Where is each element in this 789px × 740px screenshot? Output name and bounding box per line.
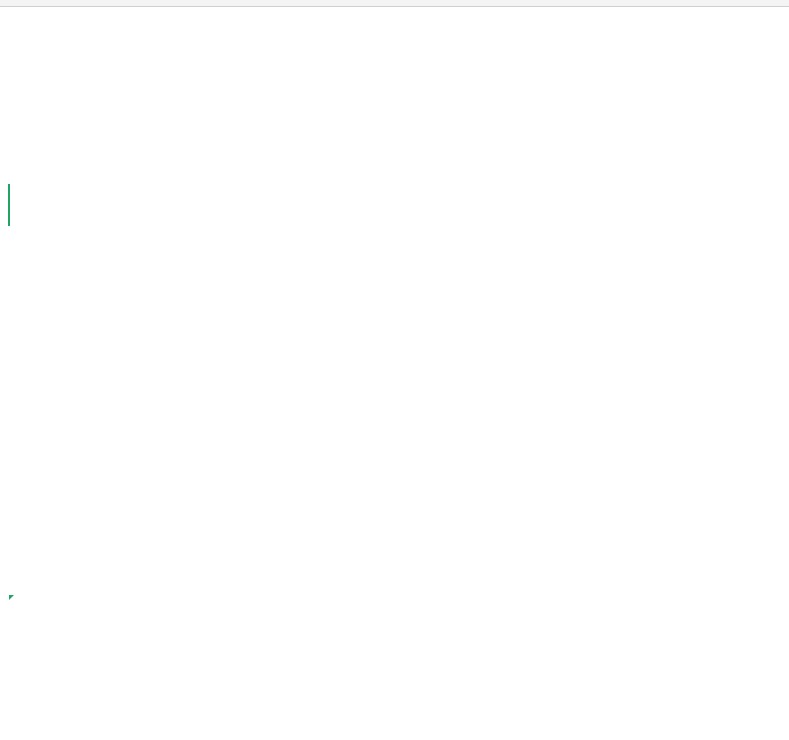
column-header-strip	[0, 0, 789, 7]
cell-error-indicator	[9, 595, 14, 600]
active-cell-marker	[8, 184, 10, 226]
